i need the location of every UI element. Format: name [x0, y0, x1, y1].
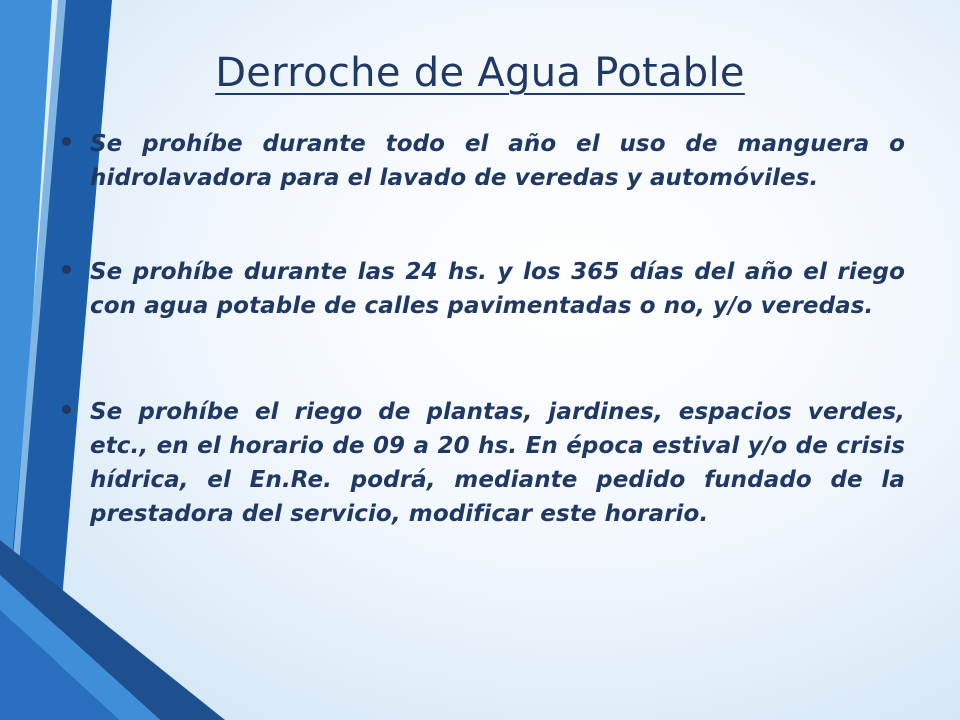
bullet-dot-icon: [62, 265, 71, 274]
slide-title: Derroche de Agua Potable: [215, 50, 745, 96]
bullet-text: Se prohíbe durante todo el año el uso de manguera o hidrolavadora para el lavado de veredas y automóviles.: [90, 131, 905, 191]
bullet-dot-icon: [62, 405, 71, 414]
bullet-item: [60, 255, 905, 323]
bullet-dot-icon: [62, 137, 71, 146]
bullet-text: Se prohíbe durante las 24 hs. y los 365 días del año el riego con agua potable de calles pavimentadas o no, y/o veredas.: [90, 259, 905, 319]
bullet-item: [60, 395, 905, 531]
bullet-item: [60, 127, 905, 195]
bullet-text: Se prohíbe el riego de plantas, jardines, espacios verdes, etc., en el horario de 09 a 20 hs. En época estival y/o de crisis hídrica, el En.Re. podrá, mediante pedido fundado de la prestadora del servicio, modificar este horario.: [90, 399, 905, 527]
bullet-list: [60, 125, 905, 531]
